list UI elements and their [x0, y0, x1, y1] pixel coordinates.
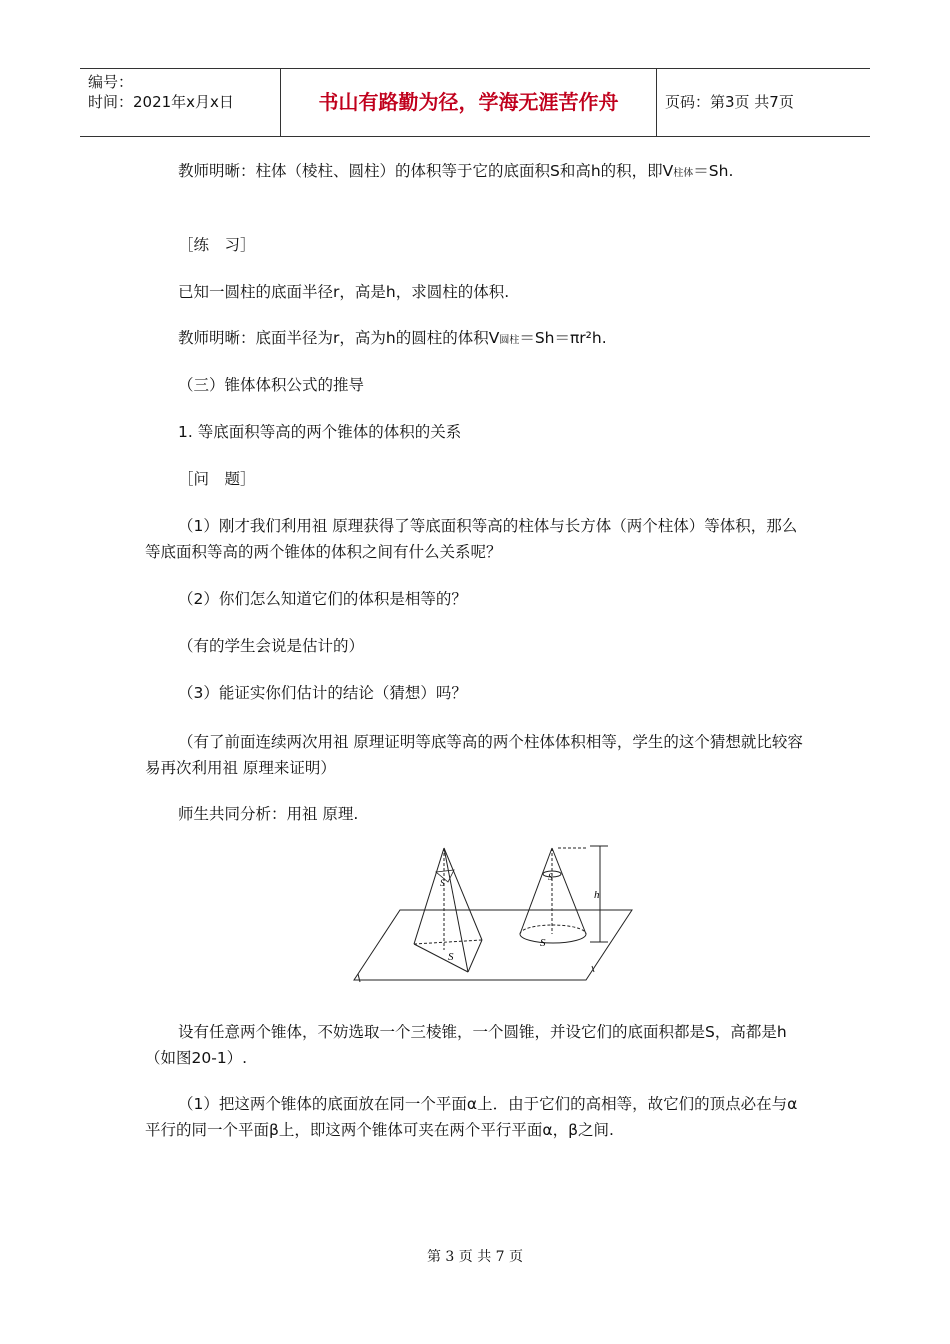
number-label: 编号：: [88, 73, 134, 91]
question-3: （3）能证实你们估计的结论（猜想）吗？: [178, 684, 467, 702]
question-2-note: （有的学生会说是估计的）: [178, 637, 365, 655]
page-footer: 第 3 页 共 7 页: [426, 1249, 524, 1265]
section-heading-3: （三）锥体体积公式的推导: [178, 376, 365, 394]
paragraph-setup: 设有任意两个锥体，不妨选取一个三棱锥，一个圆锥，并设它们的底面积都是S，高都是h（如图20-1）.: [145, 1023, 787, 1067]
time-label: 时间：2021年x月x日: [88, 93, 234, 111]
figure-20-1: [352, 842, 636, 990]
question-3-note: （有了前面连续两次用祖 原理证明等底等高的两个柱体体积相等，学生的这个猜想就比较容易再次利用祖 原理来证明）: [145, 733, 803, 777]
question-2: （2）你们怎么知道它们的体积是相等的？: [178, 590, 467, 608]
item-1-heading: 1. 等底面积等高的两个锥体的体积的关系: [178, 423, 462, 441]
question-heading: ［问 题］: [178, 470, 256, 488]
label-h: h: [594, 889, 600, 901]
header-info-cell: [80, 69, 281, 136]
exercise-text: 已知一圆柱的底面半径r，高是h，求圆柱的体积.: [178, 283, 510, 301]
label-s-cone: S: [540, 937, 546, 949]
label-s-cone-section: S: [548, 872, 553, 882]
header-page-info: 页码：第3页 共7页: [665, 93, 794, 111]
cone: [520, 848, 586, 943]
subscript-prism: 柱体: [673, 168, 694, 179]
plane-alpha: [354, 910, 632, 980]
label-s-pyramid-section: S: [440, 878, 445, 888]
paragraph-cylinder-volume: 教师明晰：底面半径为r，高为h的圆柱的体积V圆柱＝Sh＝πr²h.: [178, 329, 607, 347]
header-motto: 书山有路勤为径，学海无涯苦作舟: [281, 69, 657, 136]
paragraph-prism-volume: 教师明晰：柱体（棱柱、圆柱）的体积等于它的底面积S和高h的积，即V柱体＝Sh.: [178, 162, 734, 180]
label-s-pyramid: S: [448, 951, 454, 963]
page-header: [80, 68, 870, 137]
exercise-heading: ［练 习］: [178, 236, 256, 254]
subscript-cylinder: 圆柱: [499, 335, 520, 346]
paragraph-step-1: （1）把这两个锥体的底面放在同一个平面α上．由于它们的高相等，故它们的顶点必在与α平行的同一个平面β上，即这两个锥体可夹在两个平行平面α，β之间.: [145, 1095, 798, 1139]
question-1: （1）刚才我们利用祖 原理获得了等底面积等高的柱体与长方体（两个柱体）等体积，那么等底面积等高的两个锥体的体积之间有什么关系呢？: [145, 517, 798, 561]
joint-analysis: 师生共同分析：用祖 原理.: [178, 805, 359, 823]
